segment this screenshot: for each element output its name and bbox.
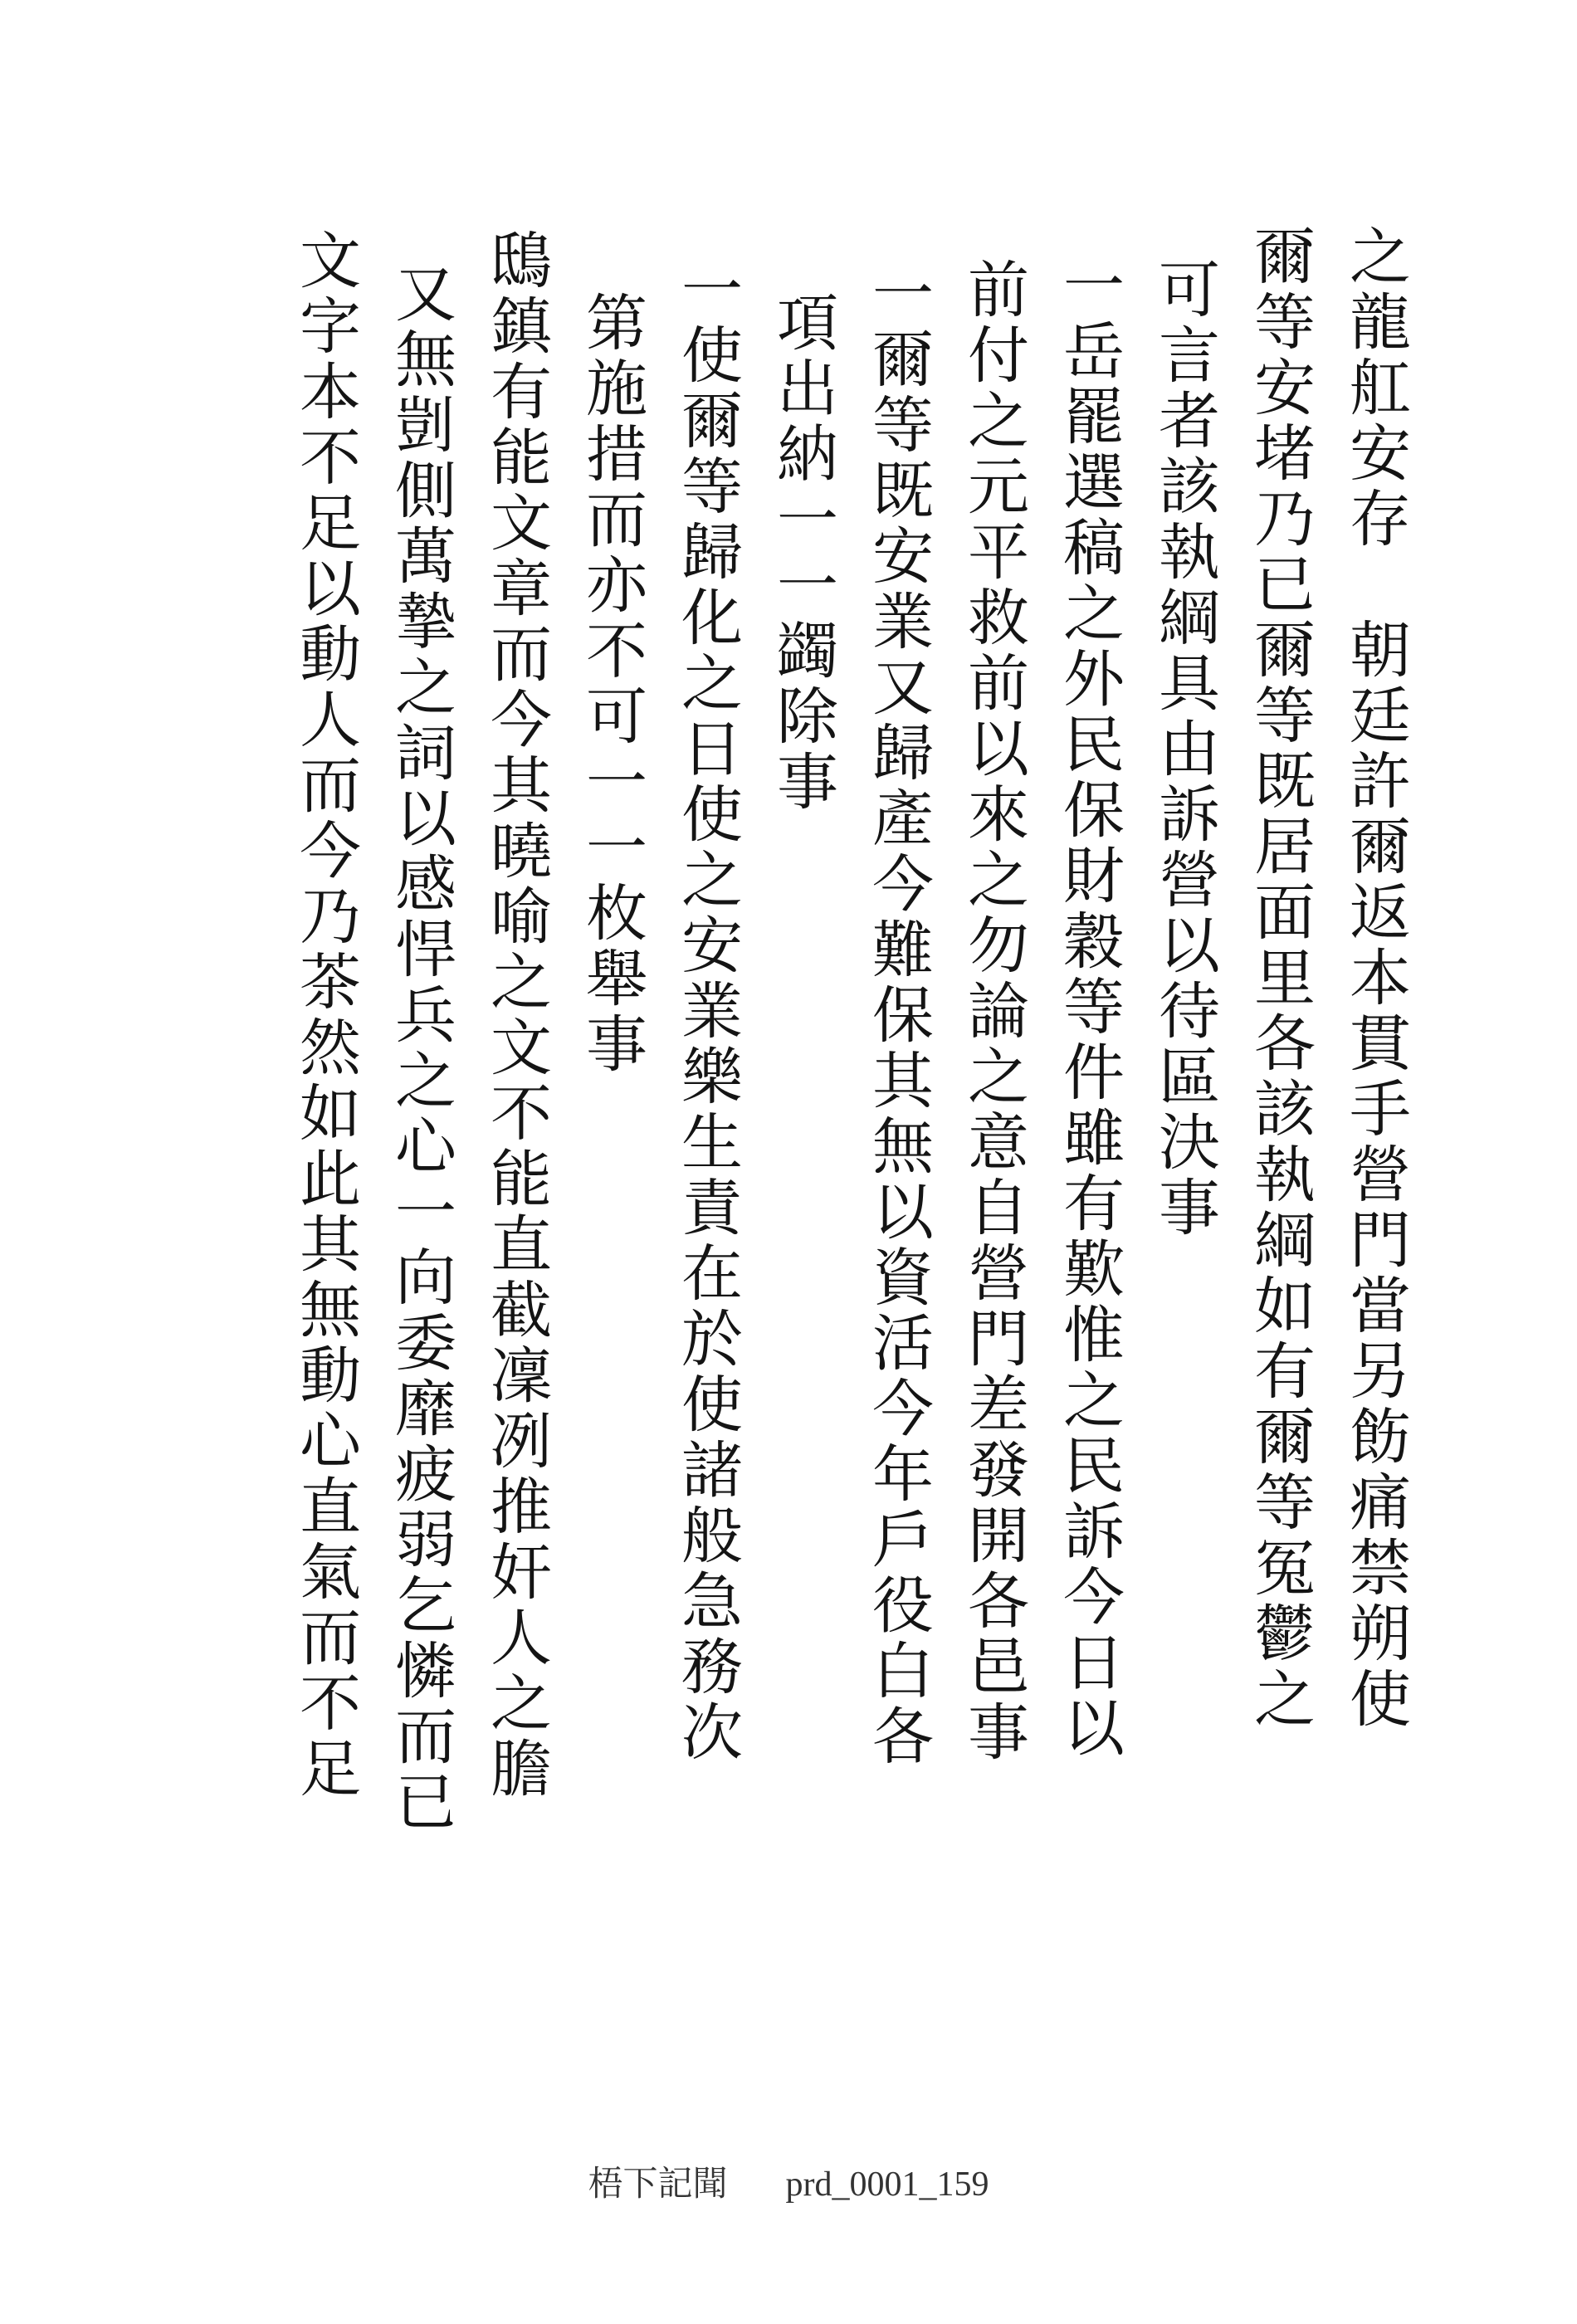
- text-column-4: 一岳罷選稿之外民保財穀等件雖有歎惟之民訴今日以: [1053, 253, 1125, 1761]
- text-column-12: 文字本不足以動人而今乃茶然如此其無動心直氣而不足: [290, 228, 361, 1802]
- text-column-10: 鴟鎮有能文章而今其曉喻之文不能直截凜冽推奸人之膽: [481, 228, 552, 1802]
- book-title: 梧下記聞: [588, 2165, 728, 2204]
- text-column-1: 之龍舡安存 朝廷許爾返本貫手營門當另飭痛禁朔使: [1340, 224, 1411, 1732]
- text-column-9: 第施措而亦不可一一枚舉事: [576, 290, 647, 1077]
- text-column-6: 一爾等既安業又歸產今難保其無以資活今年戶役白各: [862, 261, 934, 1770]
- text-column-3: 可言者該執綱具由訴營以待區決事: [1149, 257, 1220, 1241]
- text-column-2: 爾等安堵乃已爾等既居面里各該執綱如有爾等冤鬱之: [1244, 224, 1316, 1732]
- manuscript-text: [274, 224, 1411, 1835]
- text-column-11: 又無剴側萬摯之詞以感悍兵之心一向委靡疲弱乞憐而已: [385, 261, 456, 1835]
- page-identifier: prd_0001_159: [785, 2165, 989, 2204]
- text-column-7: 項出納一一蠲除事: [767, 290, 838, 815]
- text-column-8: 一使爾等歸化之日使之安業樂生責在於使諸般急務次: [671, 257, 743, 1765]
- page-footer: [0, 2156, 1577, 2206]
- text-column-5: 前付之元平救前以來之勿論之意自營門差發開各邑事: [958, 257, 1029, 1765]
